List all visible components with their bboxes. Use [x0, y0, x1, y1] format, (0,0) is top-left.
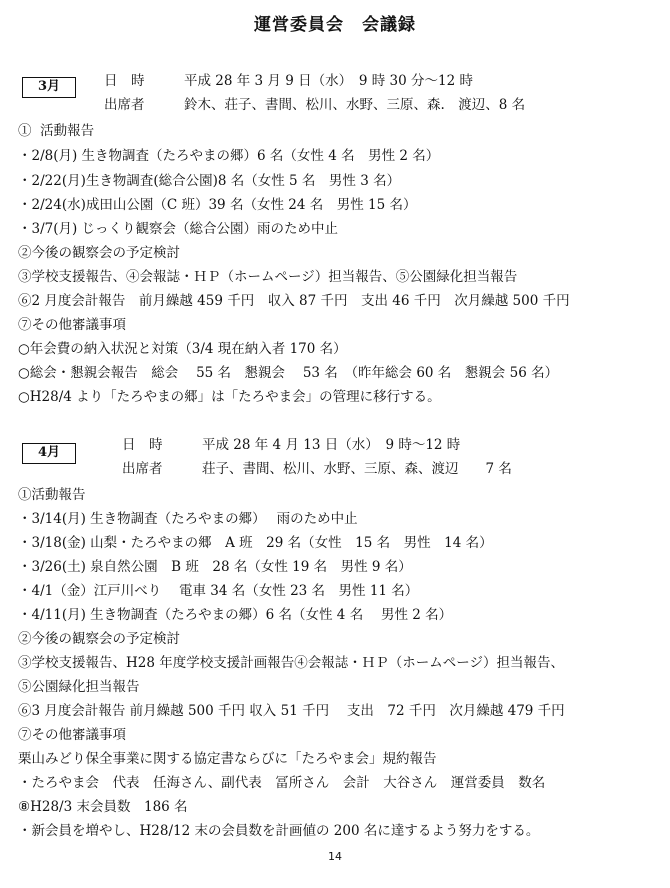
minutes-line: ①活動報告: [18, 487, 86, 503]
minutes-line: ③学校支援報告、④会報誌・ＨＰ（ホームページ）担当報告、⑤公園緑化担当報告: [18, 269, 518, 285]
minutes-line: ・2/24(水)成田山公園（C 班）39 名（女性 24 名 男性 15 名）: [18, 197, 417, 213]
document-title: 運営委員会 会議録: [254, 15, 416, 35]
minutes-line: ○H28/4 より「たろやまの郷」は「たろやま会」の管理に移行する。: [18, 389, 441, 405]
minutes-line: ・新会員を増やし、H28/12 末の会員数を計画値の 200 名に達するよう努力をする。: [18, 823, 540, 839]
minutes-line: ⑥2 月度会計報告 前月繰越 459 千円 収入 87 千円 支出 46 千円 次月繰越 500 千円: [18, 293, 570, 309]
minutes-line: ・2/22(月)生き物調査(総合公園)8 名（女性 5 名 男性 3 名）: [18, 173, 401, 189]
minutes-line: ・3/14(月) 生き物調査（たろやまの郷） 雨のため中止: [18, 511, 358, 527]
minutes-line: ⑤公園緑化担当報告: [18, 679, 140, 695]
attendees-label: 出席者: [104, 97, 145, 113]
minutes-line: ⑥3 月度会計報告 前月繰越 500 千円 収入 51 千円 支出 72 千円 次月繰越 479 千円: [18, 703, 565, 719]
minutes-line: ・3/18(金) 山梨・たろやまの郷 A 班 29 名（女性 15 名 男性 14 名）: [18, 535, 493, 551]
minutes-line: ① 活動報告: [18, 123, 95, 139]
minutes-line: ⑦その他審議事項: [18, 727, 126, 743]
datetime-label: 日 時: [104, 73, 145, 89]
minutes-line: ・3/7(月) じっくり観察会（総合公園）雨のため中止: [18, 221, 339, 237]
datetime-value: 平成 28 年 3 月 9 日（水） 9 時 30 分〜12 時: [184, 73, 473, 89]
minutes-line: ・2/8(月) 生き物調査（たろやまの郷）6 名（女性 4 名 男性 2 名）: [18, 148, 440, 164]
datetime-label: 日 時: [122, 437, 163, 453]
minutes-line: ・たろやま会 代表 任海さん、副代表 冨所さん 会計 大谷さん 運営委員 数名: [18, 775, 546, 791]
attendees-value: 鈴木、荘子、書間、松川、水野、三原、森. 渡辺、8 名: [184, 97, 526, 113]
minutes-line: ⑧H28/3 末会員数 186 名: [18, 799, 188, 815]
minutes-line: ○年会費の納入状況と対策（3/4 現在納入者 170 名）: [18, 341, 347, 357]
minutes-line: ・4/1（金）江戸川べり 電車 34 名（女性 23 名 男性 11 名）: [18, 583, 419, 599]
minutes-line: ・4/11(月) 生き物調査（たろやまの郷）6 名（女性 4 名 男性 2 名）: [18, 607, 453, 623]
attendees-label: 出席者: [122, 461, 163, 477]
month-label-april: 4月: [22, 443, 76, 464]
attendees-value: 荘子、書間、松川、水野、三原、森、渡辺 7 名: [202, 461, 512, 477]
minutes-line: ・3/26(土) 泉自然公園 B 班 28 名（女性 19 名 男性 9 名）: [18, 559, 412, 575]
page-number: 14: [328, 850, 342, 863]
minutes-line: ○総会・懇親会報告 総会 55 名 懇親会 53 名 （昨年総会 60 名 懇親会 56 名）: [18, 365, 559, 381]
minutes-line: ⑦その他審議事項: [18, 317, 126, 333]
minutes-line: 栗山みどり保全事業に関する協定書ならびに「たろやま会」規約報告: [18, 751, 437, 767]
minutes-line: ②今後の観察会の予定検討: [18, 631, 180, 647]
datetime-value: 平成 28 年 4 月 13 日（水） 9 時〜12 時: [202, 437, 461, 453]
month-label-march: 3月: [22, 77, 76, 98]
minutes-line: ②今後の観察会の予定検討: [18, 245, 180, 261]
minutes-line: ③学校支援報告、H28 年度学校支援計画報告④会報誌・ＨＰ（ホームページ）担当報告、: [18, 655, 564, 671]
